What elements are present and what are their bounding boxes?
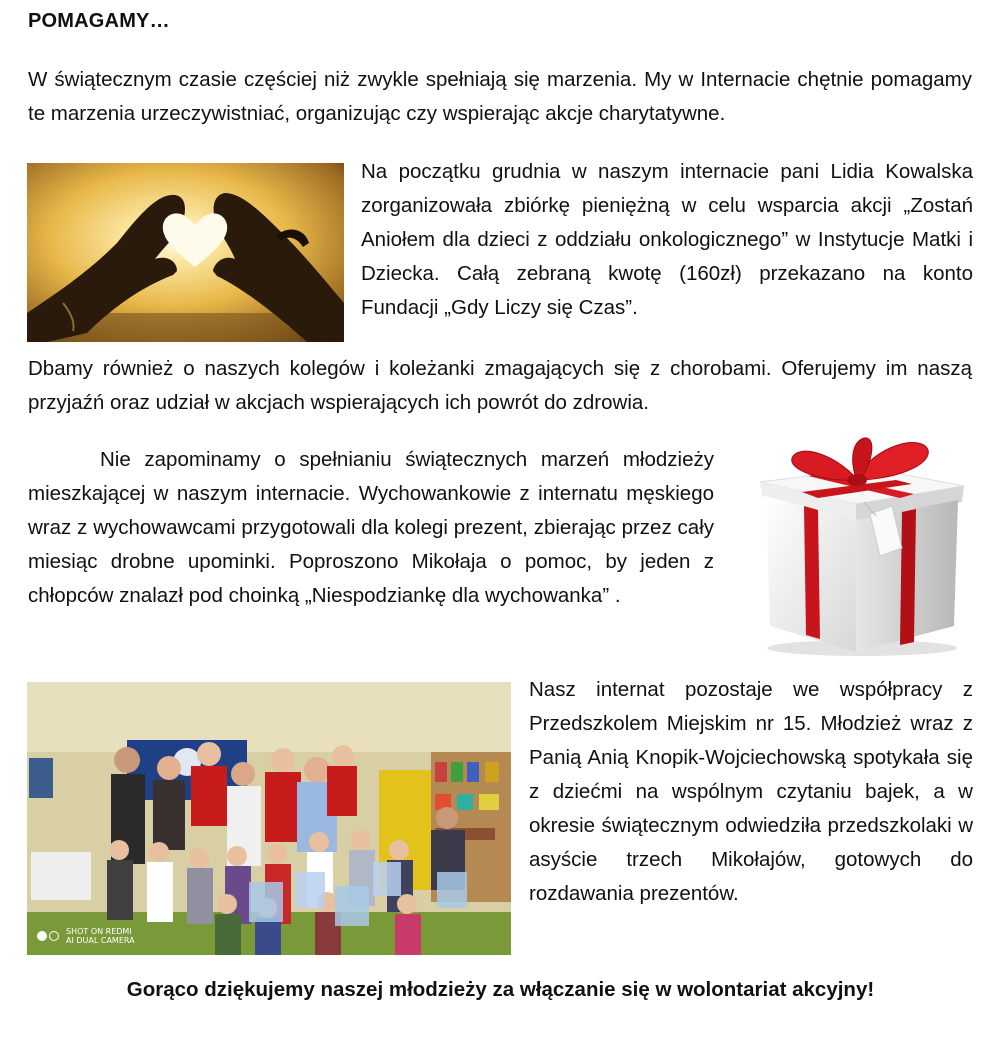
heart-hands-image (27, 163, 344, 342)
gift-paragraph-text: Nie zapominamy o spełnianiu świątecznych marzeń młodzieży mieszkającej w naszym internacie. Wychowankowie z internatu męskiego wraz z wychowawcami przygotowali dla kolegi prezent, zbierając przez cały miesiąc drobne upominki. Poproszono Mikołaja o pomoc, by jeden z chłopców znalazł pod choinką „Niespodziankę dla wychowanka” . (28, 448, 714, 607)
heart-hands-illustration (27, 163, 344, 342)
watermark-text (66, 927, 135, 945)
kindergarten-photo-illustration (27, 682, 511, 955)
fundraiser-paragraph: Na początku grudnia w naszym internacie pani Lidia Kowalska zorganizowała zbiórkę pieniężną w celu wsparcia akcji „Zostań Aniołem dla dzieci z oddziału onkologicznego” w Instytucje Matki i Dziecka. Całą zebraną kwotę (160zł) przekazano na konto Fundacji „Gdy Liczy się Czas”. (361, 160, 973, 319)
gift-box-image (752, 430, 967, 658)
gift-box-illustration (752, 430, 967, 658)
friends-paragraph: Dbamy również o naszych kolegów i koleżanki zmagających się z chorobami. Oferujemy im naszą przyjaźń oraz udział w akcjach wspierających ich powrót do zdrowia. (28, 357, 972, 414)
page-heading: POMAGAMY… (28, 10, 170, 32)
gift-paragraph (28, 443, 714, 613)
filled-dot-icon (37, 931, 47, 941)
kindergarten-photo (27, 682, 511, 955)
watermark-line-1: SHOT ON REDMI (66, 927, 132, 936)
closing-thanks: Gorąco dziękujemy naszej młodzieży za włączanie się w wolontariat akcyjny! (126, 978, 875, 1001)
kindergarten-paragraph: Nasz internat pozostaje we współpracy z Przedszkolem Miejskim nr 15. Młodzież wraz z Panią Anią Knopik-Wojciechowską spotykała się z dziećmi na wspólnym czytaniu bajek, a w okresie świątecznym odwiedziła przedszkolaki w asyście trzech Mikołajów, gotowych do rozdawania prezentów. (529, 678, 973, 905)
watermark-dots-icon (37, 931, 61, 941)
intro-paragraph: W świątecznym czasie częściej niż zwykle spełniają się marzenia. My w Internacie chętnie pomagamy te marzenia urzeczywistniać, organizując czy wspierając akcje charytatywne. (28, 68, 972, 125)
watermark-line-2: AI DUAL CAMERA (66, 936, 135, 945)
camera-watermark (37, 927, 135, 945)
ring-dot-icon (49, 931, 59, 941)
